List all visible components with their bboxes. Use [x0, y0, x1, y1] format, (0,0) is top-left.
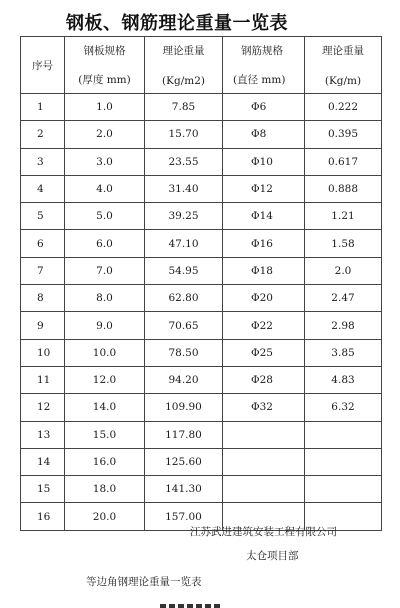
cell-plate-weight: 94.20 [145, 366, 223, 393]
cell-rebar-weight: 1.21 [305, 203, 382, 230]
table-row [21, 175, 382, 202]
cell-plate-weight: 141.30 [145, 476, 223, 503]
cell-no: 15 [21, 476, 65, 503]
cell-no: 11 [21, 366, 65, 393]
table-row [21, 421, 382, 448]
header-no [21, 37, 65, 94]
next-table-title: 等边角钢理论重量一览表 [86, 576, 202, 588]
cell-rebar-spec: Φ28 [223, 366, 305, 393]
cell-no: 16 [21, 503, 65, 530]
cell-rebar-weight: 0.888 [305, 175, 382, 202]
cell-rebar-weight: 3.85 [305, 339, 382, 366]
cell-plate-weight: 62.80 [145, 285, 223, 312]
cell-no: 7 [21, 257, 65, 284]
cell-no: 8 [21, 285, 65, 312]
cell-rebar-spec: Φ6 [223, 94, 305, 121]
cell-plate-weight: 70.65 [145, 312, 223, 339]
cell-no: 1 [21, 94, 65, 121]
cell-rebar-spec [223, 421, 305, 448]
cell-no: 4 [21, 175, 65, 202]
cell-rebar-spec [223, 476, 305, 503]
cell-rebar-spec: Φ25 [223, 339, 305, 366]
cell-rebar-weight: 0.222 [305, 94, 382, 121]
header-plate-spec [65, 37, 145, 94]
cell-thickness: 1.0 [65, 94, 145, 121]
cell-no: 13 [21, 421, 65, 448]
table-row [21, 312, 382, 339]
cell-plate-weight: 15.70 [145, 121, 223, 148]
header-rebar-spec-line1: 钢筋规格 [241, 45, 283, 57]
cell-thickness: 14.0 [65, 394, 145, 421]
cell-plate-weight: 109.90 [145, 394, 223, 421]
cell-rebar-weight: 1.58 [305, 230, 382, 257]
cell-rebar-spec: Φ12 [223, 175, 305, 202]
department-name: 太仓项目部 [246, 550, 299, 562]
cell-thickness: 15.0 [65, 421, 145, 448]
cell-plate-weight: 23.55 [145, 148, 223, 175]
table-row [21, 285, 382, 312]
cell-plate-weight: 31.40 [145, 175, 223, 202]
cell-rebar-spec: Φ18 [223, 257, 305, 284]
cell-thickness: 3.0 [65, 148, 145, 175]
cell-thickness: 4.0 [65, 175, 145, 202]
cell-rebar-spec: Φ8 [223, 121, 305, 148]
header-plate-spec-line2: (厚度 mm) [78, 74, 131, 86]
table-row [21, 476, 382, 503]
cell-rebar-weight [305, 421, 382, 448]
cell-plate-weight: 54.95 [145, 257, 223, 284]
table-row [21, 94, 382, 121]
header-rebar-weight-line2: (Kg/m) [324, 75, 362, 87]
cell-rebar-weight: 4.83 [305, 366, 382, 393]
header-plate-weight-line1: 理论重量 [162, 45, 205, 57]
cell-rebar-weight [305, 476, 382, 503]
table-row [21, 121, 382, 148]
cell-rebar-spec [223, 448, 305, 475]
cell-thickness: 9.0 [65, 312, 145, 339]
table-row [21, 394, 382, 421]
cell-thickness: 7.0 [65, 257, 145, 284]
cell-no: 12 [21, 394, 65, 421]
cell-thickness: 10.0 [65, 339, 145, 366]
cell-rebar-spec: Φ14 [223, 203, 305, 230]
cell-rebar-weight: 0.617 [305, 148, 382, 175]
cell-rebar-weight [305, 448, 382, 475]
header-rebar-spec-line2: (直径 mm) [233, 74, 286, 86]
table-row [21, 257, 382, 284]
cell-rebar-weight: 2.98 [305, 312, 382, 339]
cell-thickness: 2.0 [65, 121, 145, 148]
table-header-row [21, 37, 382, 94]
table-row [21, 148, 382, 175]
cell-rebar-weight: 2.0 [305, 257, 382, 284]
cell-rebar-spec: Φ20 [223, 285, 305, 312]
cell-thickness: 20.0 [65, 503, 145, 530]
header-rebar-spec [223, 37, 305, 94]
cell-no: 6 [21, 230, 65, 257]
cell-plate-weight: 78.50 [145, 339, 223, 366]
cell-thickness: 12.0 [65, 366, 145, 393]
table-row [21, 448, 382, 475]
cell-no: 2 [21, 121, 65, 148]
cell-plate-weight: 157.00 [145, 503, 223, 530]
header-plate-weight [145, 37, 223, 94]
table-row [21, 203, 382, 230]
cell-rebar-spec: Φ32 [223, 394, 305, 421]
company-name: 江苏武进建筑安装工程有限公司 [190, 526, 337, 538]
cell-plate-weight: 125.60 [145, 448, 223, 475]
header-no-label: 序号 [32, 59, 53, 72]
cell-no: 3 [21, 148, 65, 175]
cell-plate-weight: 117.80 [145, 421, 223, 448]
header-rebar-weight-line1: 理论重量 [322, 45, 364, 57]
cell-rebar-spec: Φ22 [223, 312, 305, 339]
cell-no: 9 [21, 312, 65, 339]
header-plate-spec-line1: 钢板规格 [83, 45, 126, 57]
cell-thickness: 8.0 [65, 285, 145, 312]
cell-plate-weight: 7.85 [145, 94, 223, 121]
cell-rebar-weight: 0.395 [305, 121, 382, 148]
table-row [21, 339, 382, 366]
cell-no: 10 [21, 339, 65, 366]
cell-no: 14 [21, 448, 65, 475]
cell-rebar-weight: 2.47 [305, 285, 382, 312]
cell-plate-weight: 39.25 [145, 203, 223, 230]
table-row [21, 366, 382, 393]
cell-rebar-spec: Φ10 [223, 148, 305, 175]
cell-thickness: 5.0 [65, 203, 145, 230]
cell-plate-weight: 47.10 [145, 230, 223, 257]
header-plate-weight-line2: (Kg/m2) [162, 75, 205, 87]
cut-off-text [160, 598, 220, 608]
cell-thickness: 6.0 [65, 230, 145, 257]
cell-thickness: 16.0 [65, 448, 145, 475]
weight-table [20, 36, 382, 531]
cell-rebar-spec: Φ16 [223, 230, 305, 257]
table-row [21, 230, 382, 257]
cell-rebar-weight: 6.32 [305, 394, 382, 421]
header-rebar-weight [305, 37, 382, 94]
cell-thickness: 18.0 [65, 476, 145, 503]
document-title: 钢板、钢筋理论重量一览表 [66, 13, 288, 34]
cell-no: 5 [21, 203, 65, 230]
